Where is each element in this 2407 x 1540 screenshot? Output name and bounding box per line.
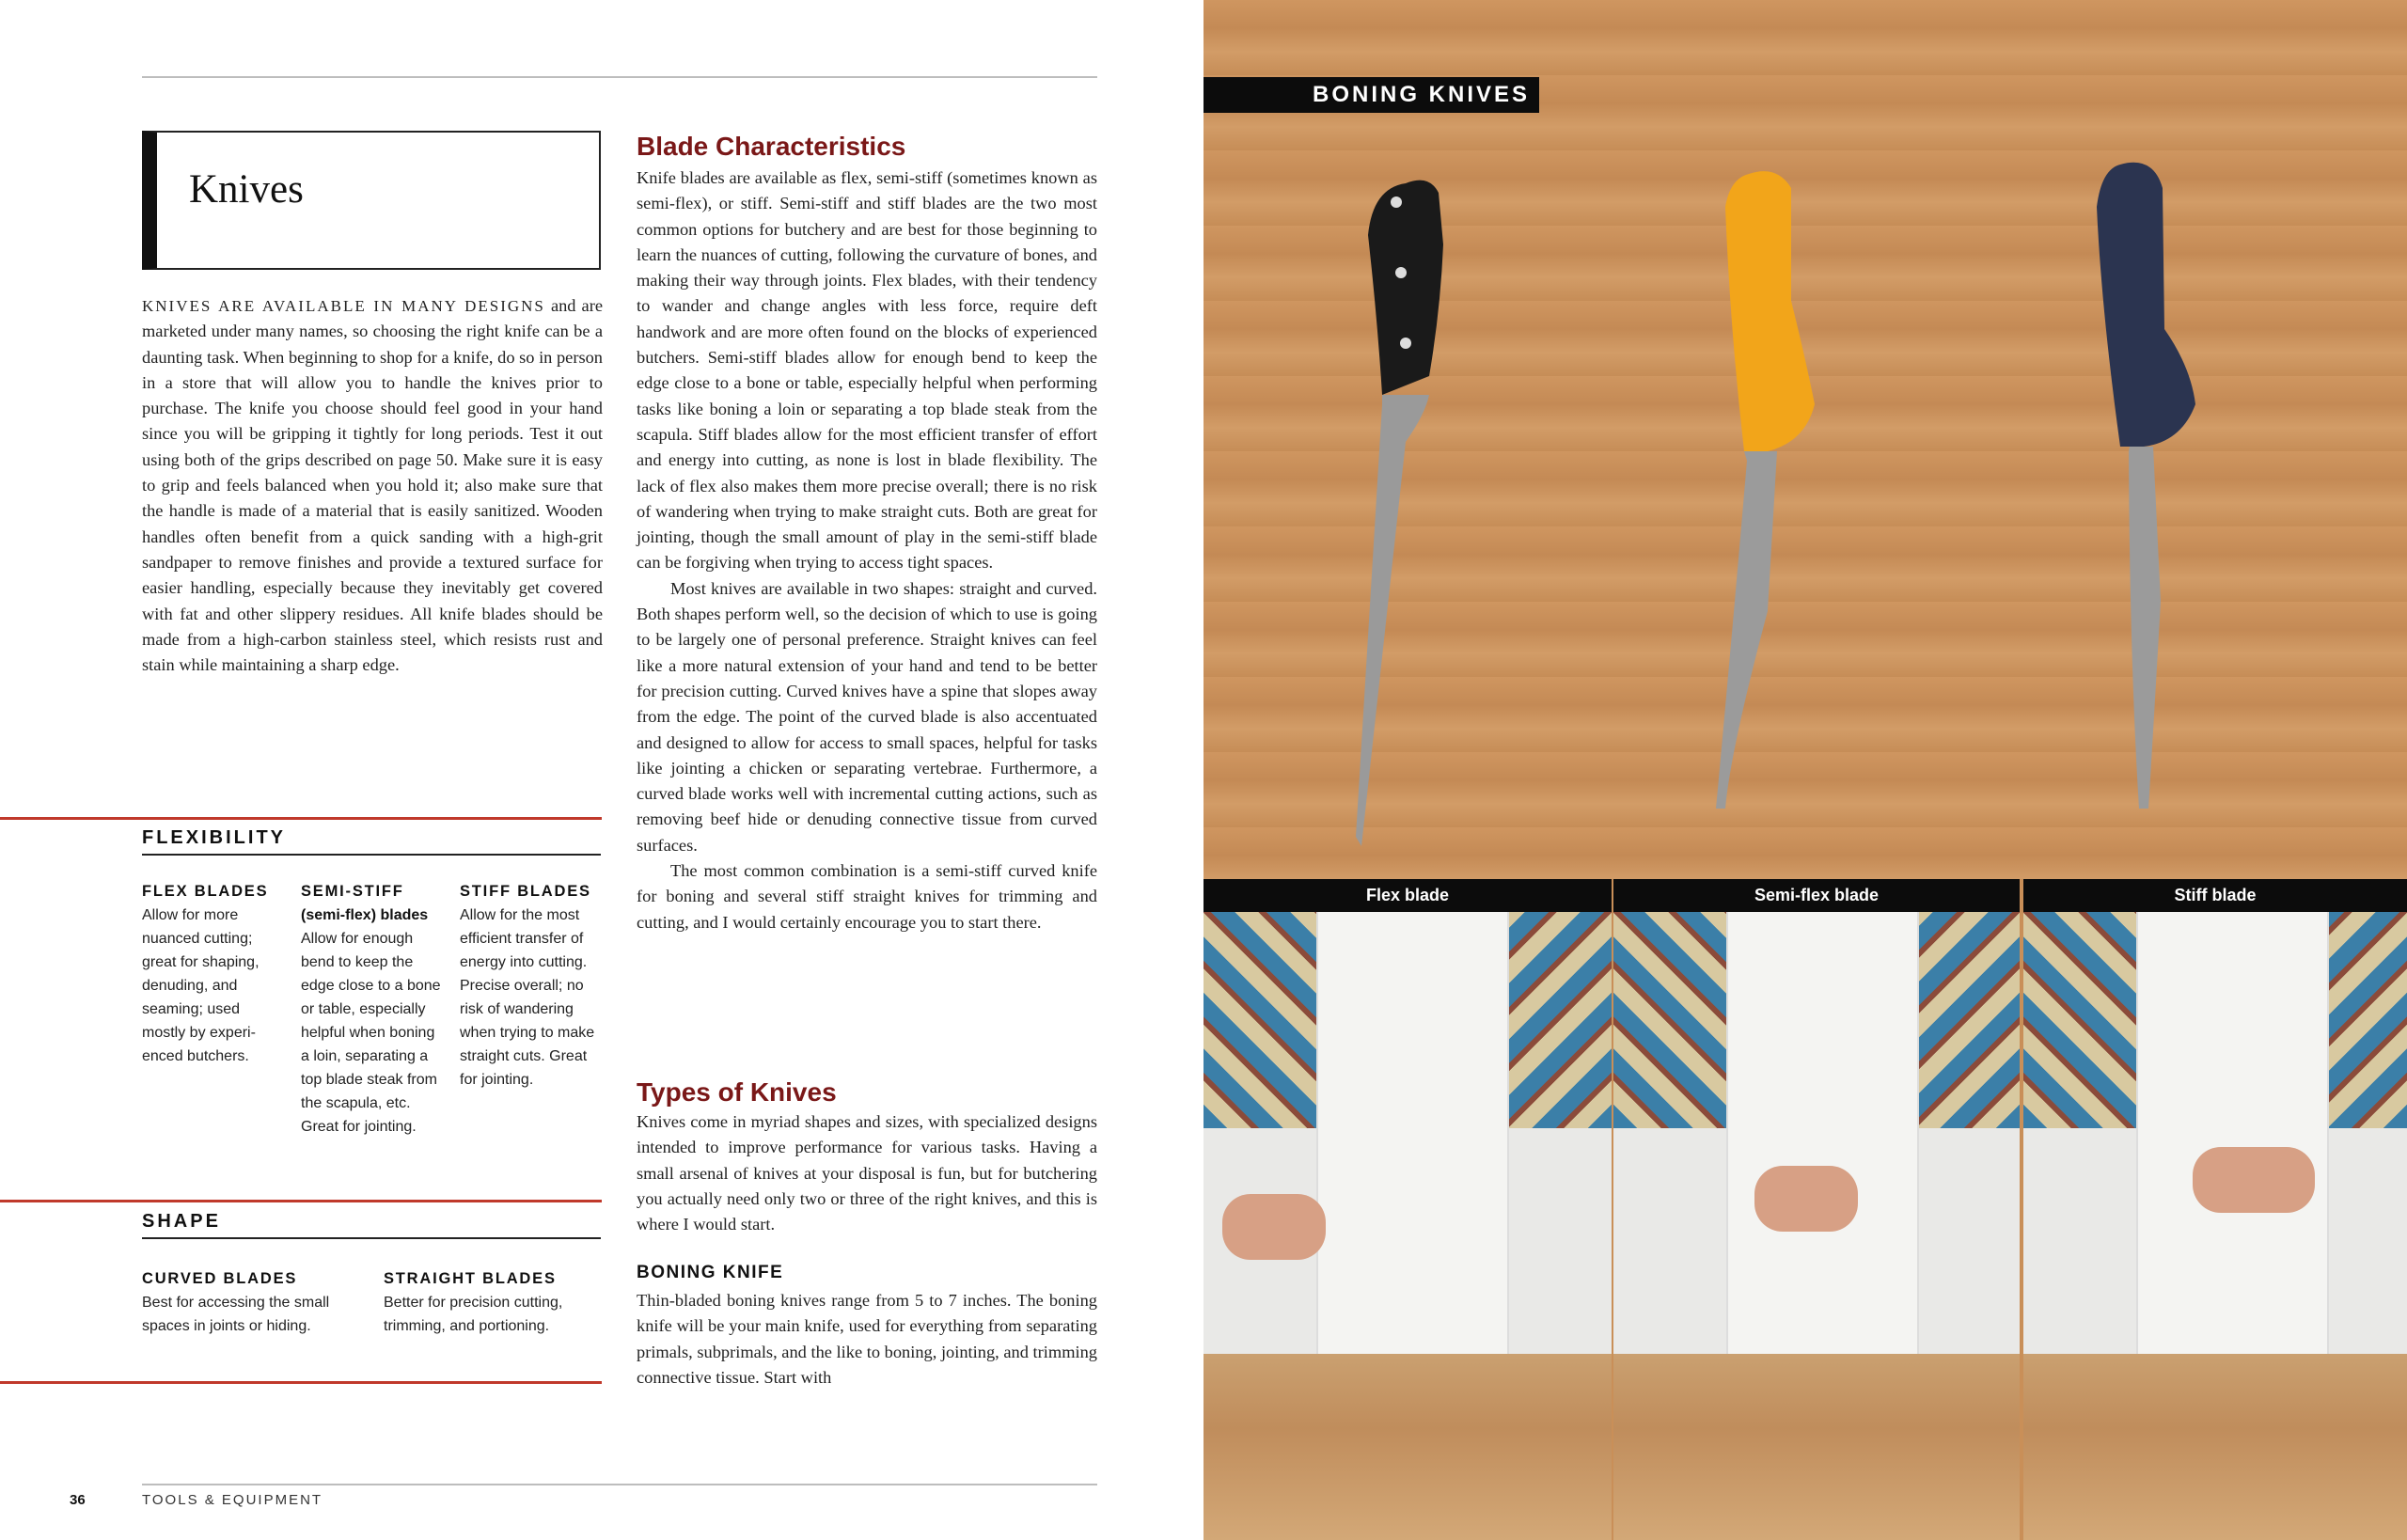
page-title: Knives — [189, 167, 304, 212]
curved-blades-title: CURVED BLADES — [142, 1270, 298, 1287]
flex-blades-title: FLEX BLADES — [142, 883, 269, 900]
flexibility-rule — [142, 854, 601, 856]
caption-flex-blade: Flex blade — [1204, 879, 1612, 912]
shape-rule — [142, 1237, 601, 1239]
flexibility-top-rule — [0, 817, 602, 820]
semi-stiff-title: SEMI-STIFF — [301, 883, 404, 900]
flex-blade-photo — [1204, 912, 1612, 1540]
semi-flex-knife-image — [1716, 171, 1815, 809]
semi-stiff-column — [301, 880, 444, 1139]
caption-stiff-blade: Stiff blade — [2023, 879, 2407, 912]
semi-flex-blade-photo — [1613, 912, 2020, 1540]
shape-bottom-rule — [0, 1381, 602, 1384]
top-rule — [142, 76, 1097, 78]
knives-illustration — [1204, 0, 2407, 879]
intro-lead: KNIVES ARE AVAILABLE IN MANY DESIGNS — [142, 297, 545, 315]
shape-top-rule — [0, 1200, 602, 1202]
types-paragraph-1: Knives come in myriad shapes and sizes, with specialized designs intended to improve performance for various tasks. Having a small arsenal of knives at your disposal is fun, but for butchering you actually need only two or three of the right knives, and this is where I would start. — [637, 1112, 1097, 1234]
types-of-knives-heading: Types of Knives — [637, 1077, 837, 1107]
stiff-blades-title: STIFF BLADES — [460, 883, 591, 900]
flex-knife-image — [1356, 181, 1443, 846]
stiff-blade-photo — [2023, 912, 2407, 1540]
boning-paragraph-1: Thin-bladed boning knives range from 5 to 7 inches. The boning knife will be your main knife, used for everything from separating primals, subprimals, and the like to boning, jointing, and trimming connective tissue. Start with — [637, 1291, 1097, 1387]
blade-paragraph-1: Knife blades are available as flex, semi-stiff (sometimes known as semi-flex), or stiff. Semi-stiff and stiff blades are the two most common options for butchery and are best for those beginning to learn the nuances of cutting, following the curvature of bones, and making their way through joints. Flex blades, with their tendency to wander and change angles with less force, require deft handwork and are more often found on the blocks of experienced butchers. Semi-stiff blades allow for enough bend to keep the edge close to a bone or table, especially helpful when performing tasks like boning a loin or separating a top blade steak from the scapula. Stiff blades allow for the most efficient transfer of effort and energy into cutting, as none is lost in blade flexibility. The lack of flex also makes them more precise overall; there is no risk of wandering when trying to make straight cuts. Both are great for jointing, though the small amount of play in the semi-stiff blade can be forgiving when trying to access tight spaces. — [637, 168, 1097, 573]
blade-paragraph-3: The most common combination is a semi-stiff curved knife for boning and several stiff straight knives for trimming and cutting, and I would certainly encourage you to start there. — [637, 861, 1097, 932]
title-box — [142, 131, 601, 270]
bottom-rule — [142, 1484, 1097, 1485]
shape-heading: SHAPE — [142, 1211, 221, 1232]
page-number: 36 — [70, 1492, 86, 1508]
blade-characteristics-heading: Blade Characteristics — [637, 132, 906, 161]
boning-knife-text — [637, 1288, 1097, 1391]
straight-blades-body: Better for precision cutting, trimming, and portioning. — [384, 1295, 563, 1334]
right-page — [1204, 0, 2407, 1540]
running-footer: TOOLS & EQUIPMENT — [142, 1492, 323, 1508]
flex-blades-column — [142, 880, 281, 1068]
semi-stiff-subtitle: (semi-flex) blades — [301, 907, 429, 923]
blade-characteristics-text — [637, 165, 1097, 935]
flexibility-heading: FLEXIBILITY — [142, 827, 286, 848]
boning-knives-label: BONING KNIVES — [1204, 77, 1539, 113]
stiff-blades-body: Allow for the most efficient transfer of energy into cutting. Precise overall; no risk of wandering when trying to make straight cuts. Great for jointing. — [460, 907, 595, 1088]
caption-semi-flex-blade: Semi-flex blade — [1613, 879, 2020, 912]
stiff-blades-column — [460, 880, 601, 1092]
types-of-knives-text — [637, 1109, 1097, 1237]
semi-stiff-body: Allow for enough bend to keep the edge close to a bone or table, especially helpful when boning a loin, separating a top blade steak from the scapula, etc. Great for jointing. — [301, 931, 441, 1135]
curved-blades-body: Best for accessing the small spaces in joints or hiding. — [142, 1295, 330, 1334]
stiff-knife-image — [2097, 163, 2195, 809]
boning-knife-heading: BONING KNIFE — [637, 1263, 784, 1282]
straight-blades-column — [384, 1267, 601, 1338]
intro-paragraph — [142, 293, 603, 678]
blade-paragraph-2: Most knives are available in two shapes: straight and curved. Both shapes perform well, so the decision of which to use is going to be largely one of personal preference. Straight knives can feel like a more natural extension of your hand and tend to be better for precision cutting. Curved knives have a spine that slopes away from the edge. The point of the curved blade is also accentuated and designed to allow for access to small spaces, helpful for tasks like jointing a chicken or separating vertebrae. Furthermore, a curved blade works well with incremental cutting actions, such as removing beef hide or denuding connective tissue from curved surfaces. — [637, 578, 1097, 855]
boning-knives-photo — [1204, 0, 2407, 879]
straight-blades-title: STRAIGHT BLADES — [384, 1270, 557, 1287]
curved-blades-column — [142, 1267, 358, 1338]
intro-body: and are marketed under many names, so choosing the right knife can be a daunting task. When beginning to shop for a knife, do so in person in a store that will allow you to handle the knives prior to purchase. The knife you choose should feel good in your hand since you will be gripping it tightly for long periods. Test it out using both of the grips described on page 50. Make sure it is easy to grip and feels balanced when you hold it; also make sure that the handle is made of a material that is easily sanitized. Wooden handles often benefit from a quick sanding with a high-grit sandpaper to remove finishes and provide a textured surface for easier handling, especially because they inevitably get covered with fat and other slippery residues. All knife blades should be made from a high-carbon stainless steel, which resists rust and stain while maintaining a sharp edge. — [142, 296, 604, 675]
flex-blades-body: Allow for more nuanced cutting; great for shaping, denuding, and seaming; used mostly by experienced butchers. — [142, 907, 260, 1064]
